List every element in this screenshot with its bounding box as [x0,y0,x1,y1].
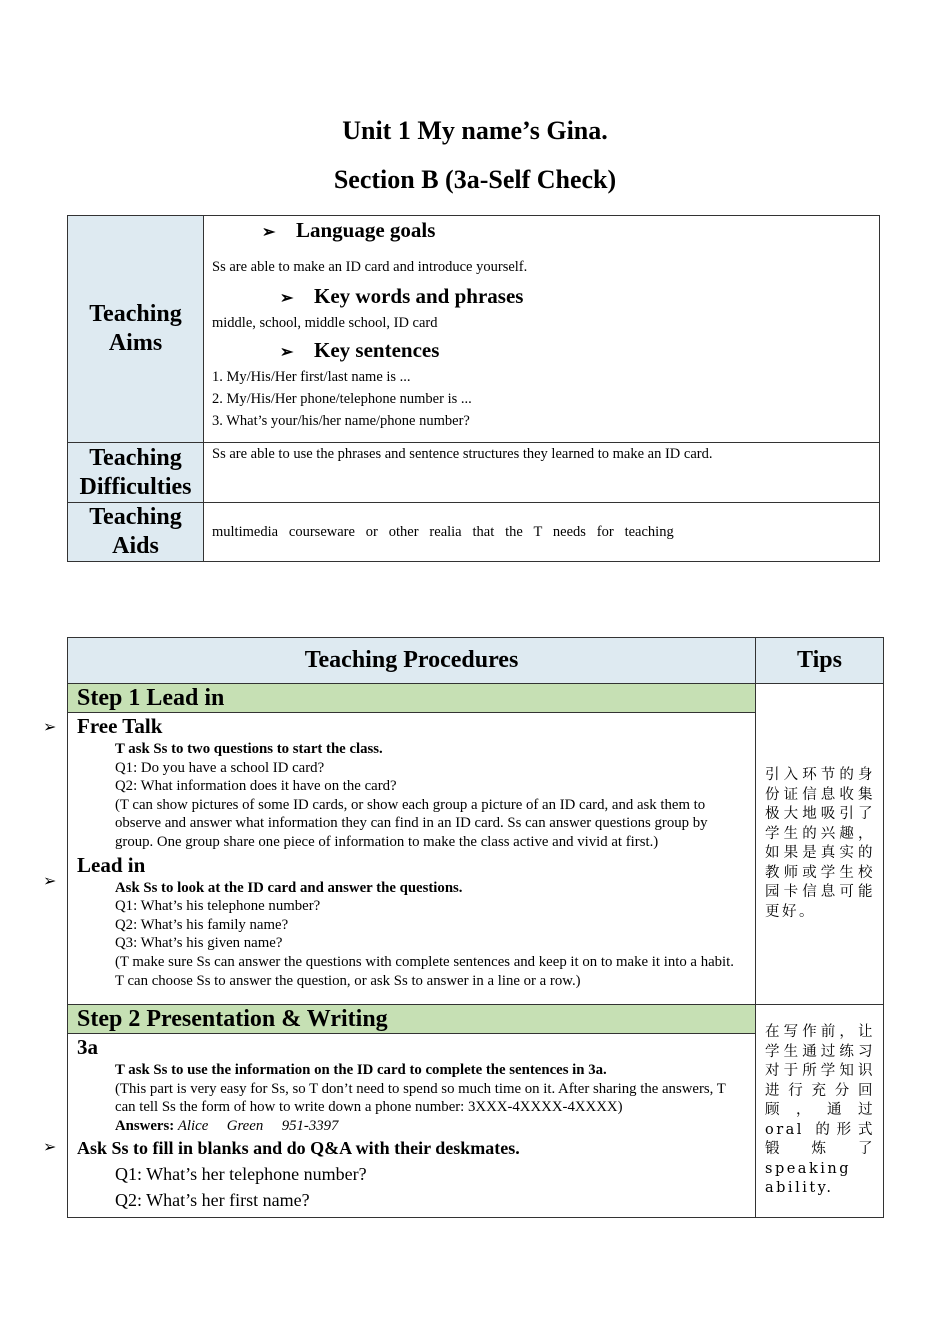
teaching-aids-content: multimedia courseware or other realia that the T needs for teaching [204,503,880,562]
3a-answers: Answers: Alice Green 951-3397 [115,1117,339,1134]
teaching-aims-content [204,216,880,443]
lead-in-instruction: Ask Ss to look at the ID card and answer the questions. [115,879,463,896]
3a-heading: 3a [77,1035,98,1059]
teaching-difficulties-content: Ss are able to use the phrases and sentence structures they learned to make an ID card. [204,443,880,503]
key-words-heading: ➢ Key words and phrases [212,283,871,312]
step2-q1: Q1: What’s her telephone number? [115,1164,367,1185]
step1-tip: 引入环节的身份证信息收集极大地吸引了学生的兴趣，如果是真实的教师或学生校园卡信息可能更好。 [756,684,884,1005]
key-sentence-1: 1. My/His/Her first/last name is ... [212,369,411,385]
free-talk-heading: Free Talk [77,714,163,738]
teaching-aims-table [67,215,880,562]
arrow-bullet-icon: ➢ [43,1139,57,1156]
lead-in-heading: Lead in [77,852,146,877]
step2-content [68,1034,756,1218]
unit-title: Unit 1 My name’s Gina. [342,116,608,145]
key-sentence-3: 3. What’s your/his/her name/phone number? [212,413,470,429]
arrow-bullet-icon: ➢ [43,873,57,890]
step2-title: Step 2 Presentation & Writing [68,1005,756,1034]
lead-in-q1: Q1: What’s his telephone number? [115,898,321,915]
language-goals-heading: ➢ Language goals [212,217,871,246]
step1-content [68,713,756,1005]
arrow-bullet-icon: ➢ [43,719,57,736]
teaching-aids-label: Teaching Aids [68,503,204,562]
key-sentences-heading: ➢ Key sentences [212,337,871,366]
teaching-procedures-table [67,637,884,1218]
lead-in-q2: Q2: What’s his family name? [115,916,289,933]
teaching-aims-label: Teaching Aims [68,216,204,443]
free-talk-q2: Q2: What information does it have on the card? [115,778,397,795]
section-title: Section B (3a-Self Check) [333,165,617,194]
arrow-bullet-icon: ➢ [262,224,276,241]
3a-instruction: T ask Ss to use the information on the ID card to complete the sentences in 3a. [115,1062,607,1078]
procedures-header: Teaching Procedures [68,638,756,684]
lead-in-q3: Q3: What’s his given name? [115,935,283,952]
key-words-text: middle, school, middle school, ID card [212,315,438,331]
ask-ss-fill-blanks: Ask Ss to fill in blanks and do Q&A with their deskmates. [77,1138,520,1159]
3a-note: (This part is very easy for Ss, so T don’t need to spend so much time on it. After sharing the answers, T can tell Ss the form of how to write down a phone number: 3XXX-4XXXX-4XXXX) [115,1080,726,1116]
teaching-difficulties-label: Teaching Difficulties [68,443,204,503]
step1-title: Step 1 Lead in [68,684,756,713]
lead-in-note: (T make sure Ss can answer the questions with complete sentences and keep it on to make it into a habit. T can choose Ss to answer the question, or ask Ss to answer in a line or a row.) [115,953,734,989]
free-talk-q1: Q1: Do you have a school ID card? [115,759,325,776]
arrow-bullet-icon: ➢ [280,344,294,361]
arrow-bullet-icon: ➢ [280,290,294,307]
step2-q2: Q2: What’s her first name? [115,1190,310,1211]
language-goals-text: Ss are able to make an ID card and introduce yourself. [212,259,528,275]
step2-tip: 在写作前，让学生通过练习对于所学知识进行充分回顾，通过 oral 的形式锻炼了 speaking ability. [756,1005,884,1218]
free-talk-instruction: T ask Ss to two questions to start the class. [115,741,383,757]
free-talk-note: (T can show pictures of some ID cards, or show each group a picture of an ID card, and ask them to observe and answer what information they can find in an ID card. Ss can answer questions group by group. One group share one piece of information to make the class active and vivid at first.) [115,796,708,850]
key-sentence-2: 2. My/His/Her phone/telephone number is ... [212,391,472,407]
tips-header: Tips [756,638,884,684]
